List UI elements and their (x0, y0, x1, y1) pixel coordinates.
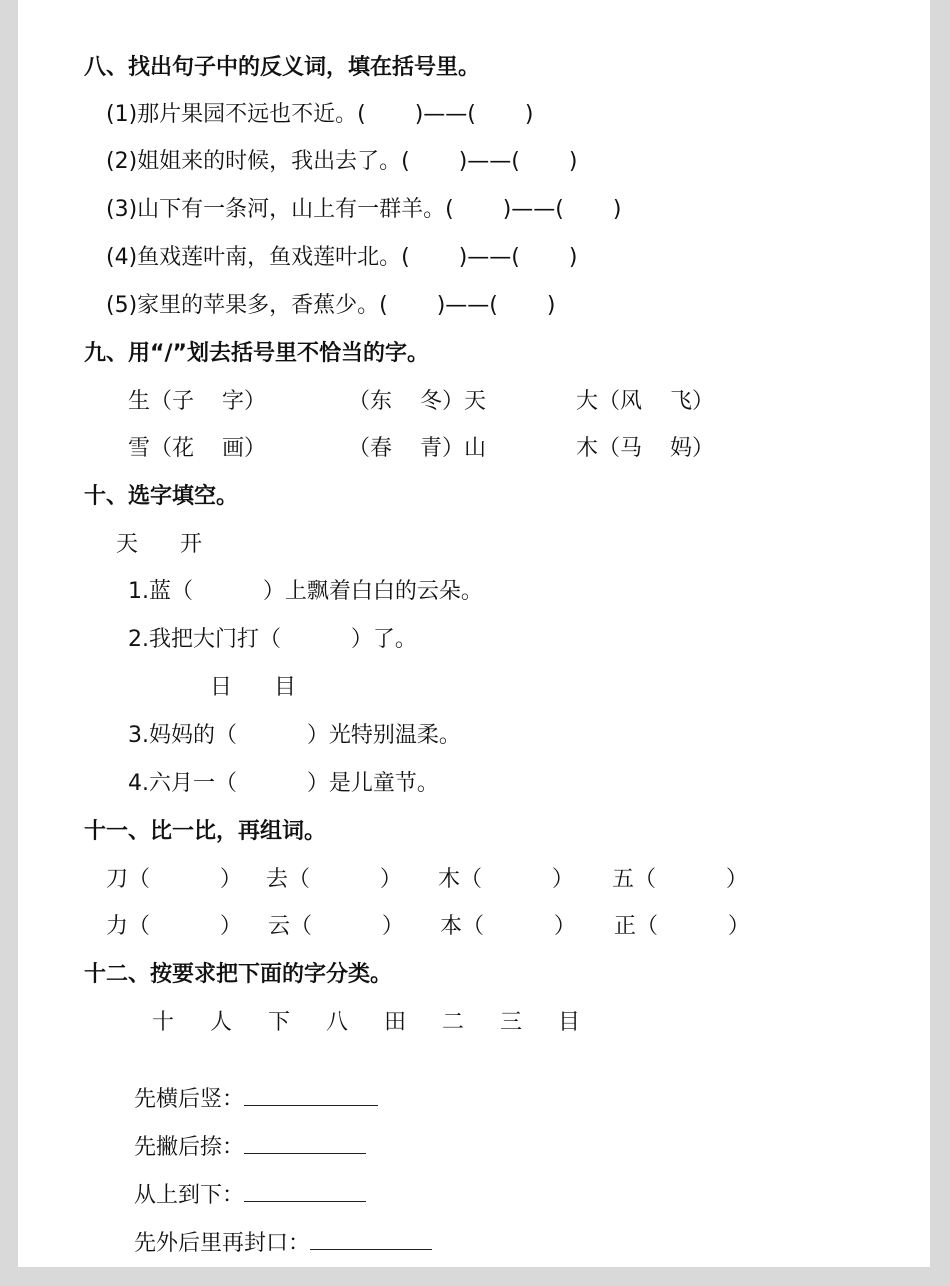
section-12-char: 八 (326, 1010, 349, 1035)
section-12-char: 二 (442, 1010, 465, 1035)
classify-label: 先横后竖： (133, 1087, 244, 1112)
section-12-char: 十 (152, 1010, 175, 1035)
section-10-title: 十、选字填空。 (84, 484, 239, 509)
section-8-item-5: (5)家里的苹果多，香蕉少。( )——( ) (106, 293, 556, 318)
section-11-cell: 五（ ） (612, 867, 748, 892)
section-11-cell: 木（ ） (438, 867, 574, 892)
classify-label: 从上到下： (133, 1183, 244, 1208)
section-12-char: 下 (268, 1010, 291, 1035)
section-9-cell: （春 青）山 (348, 436, 486, 461)
section-11-cell: 正（ ） (614, 914, 750, 939)
section-11-title: 十一、比一比，再组词。 (84, 819, 327, 844)
section-10-item-3: 3.妈妈的（ ）光特别温柔。 (128, 723, 461, 748)
answer-blank[interactable] (244, 1085, 378, 1106)
classify-label: 先外后里再封口： (133, 1231, 310, 1256)
answer-blank[interactable] (310, 1229, 432, 1250)
section-12-char: 目 (558, 1010, 581, 1035)
section-12-char: 三 (500, 1010, 523, 1035)
section-11-cell: 刀（ ） (106, 867, 242, 892)
section-9-cell: 大（风 飞） (576, 389, 714, 414)
section-10-item-4: 4.六月一（ ）是儿童节。 (128, 771, 439, 796)
classify-row-4 (106, 1201, 432, 1286)
section-9-cell: （东 冬）天 (348, 389, 486, 414)
section-10-choice-1: 天 开 (116, 532, 202, 557)
section-10-choice-2: 日 目 (210, 675, 296, 700)
section-11-cell: 力（ ） (106, 914, 242, 939)
section-9-cell: 雪（花 画） (128, 436, 266, 461)
section-11-cell: 本（ ） (440, 914, 576, 939)
section-11-cell: 去（ ） (266, 867, 402, 892)
section-11-cell: 云（ ） (268, 914, 404, 939)
classify-label: 先撇后捺： (133, 1135, 244, 1160)
section-8-item-3: (3)山下有一条河，山上有一群羊。( )——( ) (106, 197, 622, 222)
section-10-item-2: 2.我把大门打（ ）了。 (128, 627, 417, 652)
section-12-title: 十二、按要求把下面的字分类。 (84, 962, 393, 987)
answer-blank[interactable] (244, 1181, 366, 1202)
section-8-item-1: (1)那片果园不远也不近。( )——( ) (106, 102, 534, 127)
section-12-char: 田 (384, 1010, 407, 1035)
answer-blank[interactable] (244, 1133, 366, 1154)
section-9-title: 九、用“/”划去括号里不恰当的字。 (84, 341, 429, 366)
section-12-char: 人 (210, 1010, 233, 1035)
worksheet-page (18, 0, 930, 1267)
section-8-item-2: (2)姐姐来的时候，我出去了。( )——( ) (106, 149, 578, 174)
section-9-cell: 木（马 妈） (576, 436, 714, 461)
section-10-item-1: 1.蓝（ ）上飘着白白的云朵。 (128, 579, 483, 604)
section-8-item-4: (4)鱼戏莲叶南，鱼戏莲叶北。( )——( ) (106, 245, 578, 270)
section-8-title: 八、找出句子中的反义词，填在括号里。 (84, 55, 481, 80)
section-9-cell: 生（子 字） (128, 389, 266, 414)
